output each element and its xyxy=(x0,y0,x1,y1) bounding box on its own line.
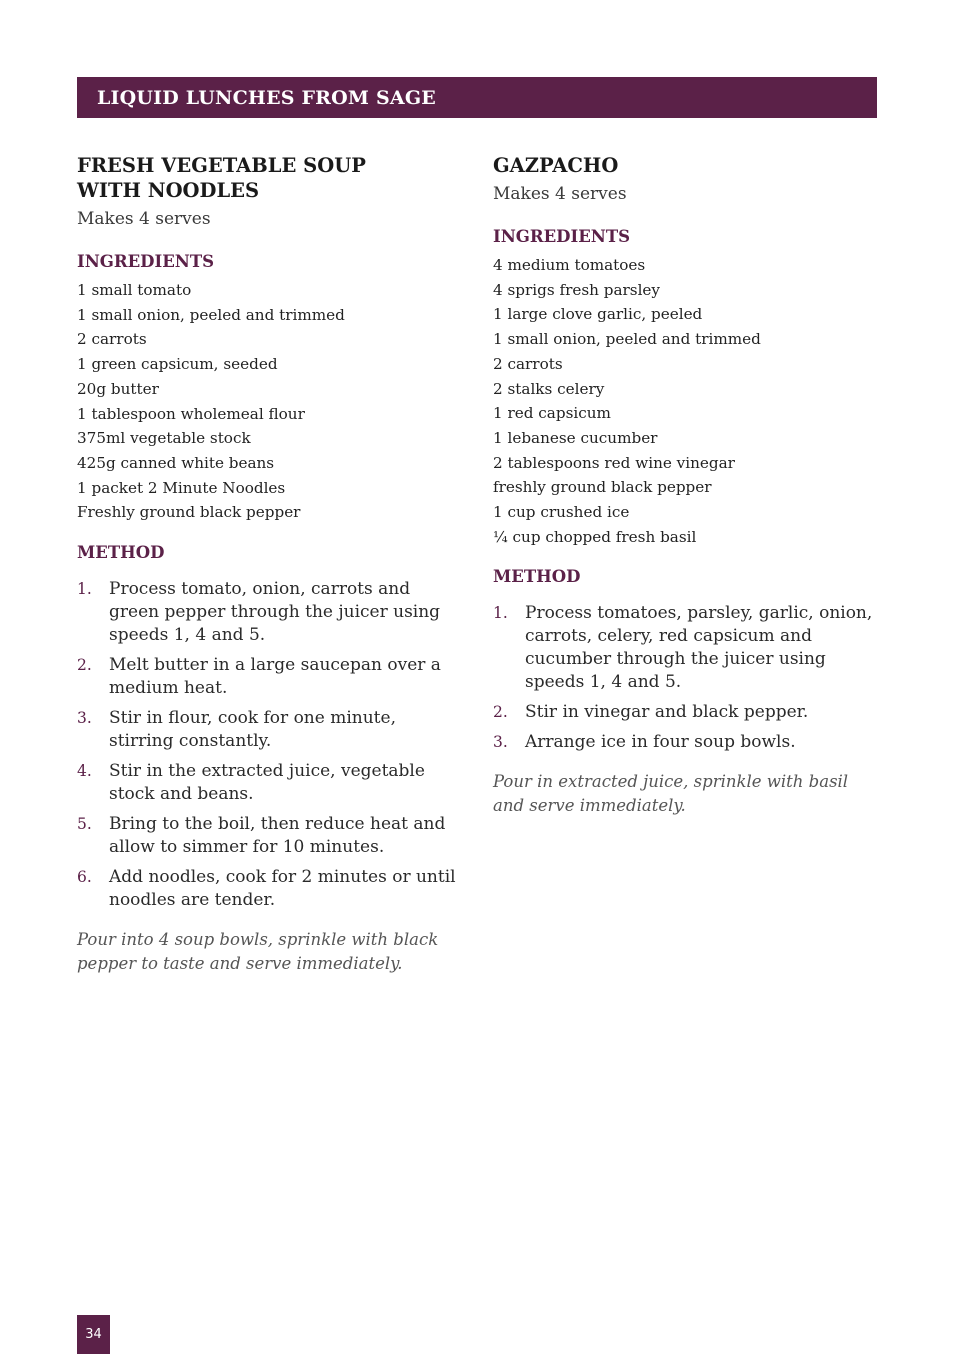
step-text: Melt butter in a large saucepan over a medium heat. xyxy=(109,655,441,699)
ingredient-item: 1 small tomato xyxy=(77,281,192,299)
ingredient-item: Freshly ground black pepper xyxy=(77,503,301,522)
ingredient-item: 1 large clove garlic, peeled xyxy=(493,305,703,324)
ingredient-item: 1 small onion, peeled and trimmed xyxy=(77,305,345,324)
section-banner xyxy=(77,77,877,118)
step-number: 6. xyxy=(77,868,92,887)
recipe-gazpacho xyxy=(493,153,878,818)
recipe-vegetable-soup xyxy=(77,153,462,976)
recipe-serves: Makes 4 serves xyxy=(77,209,211,229)
page-number-badge xyxy=(77,1315,110,1354)
ingredient-item: ¼ cup chopped fresh basil xyxy=(493,527,697,546)
step-number: 3. xyxy=(493,733,508,752)
ingredient-item: 1 red capsicum xyxy=(493,404,611,423)
method-step xyxy=(77,866,462,912)
method-step xyxy=(77,654,462,700)
step-number: 1. xyxy=(493,604,508,623)
step-text: Add noodles, cook for 2 minutes or until noodles are tender. xyxy=(109,867,456,911)
method-list xyxy=(493,602,878,754)
ingredient-item: 2 carrots xyxy=(493,354,563,373)
step-text: Stir in flour, cook for one minute, stirring constantly. xyxy=(109,708,396,752)
recipe-serves: Makes 4 serves xyxy=(493,184,627,204)
page-number: 34 xyxy=(85,1327,102,1342)
method-heading: METHOD xyxy=(493,567,581,587)
method-heading: METHOD xyxy=(77,543,165,563)
step-text: Arrange ice in four soup bowls. xyxy=(525,732,796,753)
method-step xyxy=(77,707,462,753)
ingredient-item: 4 medium tomatoes xyxy=(493,256,646,274)
ingredient-item: 1 green capsicum, seeded xyxy=(77,355,278,374)
step-text: Stir in the extracted juice, vegetable stock and beans. xyxy=(109,761,425,805)
ingredient-item: 425g canned white beans xyxy=(77,453,275,472)
step-number: 2. xyxy=(493,703,508,722)
method-list xyxy=(77,578,462,912)
recipe-title: FRESH VEGETABLE SOUP WITH NOODLES xyxy=(77,154,366,202)
ingredient-item: 375ml vegetable stock xyxy=(77,429,251,448)
ingredients-list xyxy=(77,278,462,525)
ingredient-item: 2 stalks celery xyxy=(493,379,605,398)
ingredients-heading: INGREDIENTS xyxy=(77,252,215,271)
step-number: 1. xyxy=(77,580,92,599)
ingredient-item: 1 lebanese cucumber xyxy=(493,428,658,447)
step-number: 4. xyxy=(77,762,92,781)
step-number: 2. xyxy=(77,656,92,675)
step-number: 5. xyxy=(77,815,92,834)
step-text: Stir in vinegar and black pepper. xyxy=(525,702,809,723)
method-step xyxy=(493,701,878,724)
step-text: Bring to the boil, then reduce heat and allow to simmer for 10 minutes. xyxy=(109,814,446,858)
ingredient-item: 20g butter xyxy=(77,379,159,398)
ingredient-item: 1 cup crushed ice xyxy=(493,503,630,522)
ingredient-item: 1 small onion, peeled and trimmed xyxy=(493,330,761,349)
ingredient-item: 2 carrots xyxy=(77,330,147,349)
ingredient-item: 4 sprigs fresh parsley xyxy=(493,280,660,299)
ingredient-item: 1 packet 2 Minute Noodles xyxy=(77,478,286,497)
serving-note: Pour into 4 soup bowls, sprinkle with black pepper to taste and serve immediately. xyxy=(77,930,439,974)
method-step xyxy=(493,602,878,694)
ingredients-list xyxy=(493,253,878,549)
method-step xyxy=(77,760,462,806)
ingredients-heading: INGREDIENTS xyxy=(493,227,631,246)
ingredient-item: freshly ground black pepper xyxy=(493,478,712,497)
serving-note: Pour in extracted juice, sprinkle with basil and serve immediately. xyxy=(493,772,849,816)
method-step xyxy=(77,813,462,859)
step-text: Process tomatoes, parsley, garlic, onion, carrots, celery, red capsicum and cucumber through the juicer using speeds 1, 4 and 5. xyxy=(525,603,873,693)
step-number: 3. xyxy=(77,709,92,728)
method-step xyxy=(77,578,462,647)
method-step xyxy=(493,731,878,754)
recipe-title: GAZPACHO xyxy=(493,154,619,177)
step-text: Process tomato, onion, carrots and green pepper through the juicer using speeds 1, 4 and 5. xyxy=(109,579,441,646)
ingredient-item: 1 tablespoon wholemeal flour xyxy=(77,404,305,423)
ingredient-item: 2 tablespoons red wine vinegar xyxy=(493,453,735,472)
section-title: LIQUID LUNCHES FROM SAGE xyxy=(97,86,436,109)
